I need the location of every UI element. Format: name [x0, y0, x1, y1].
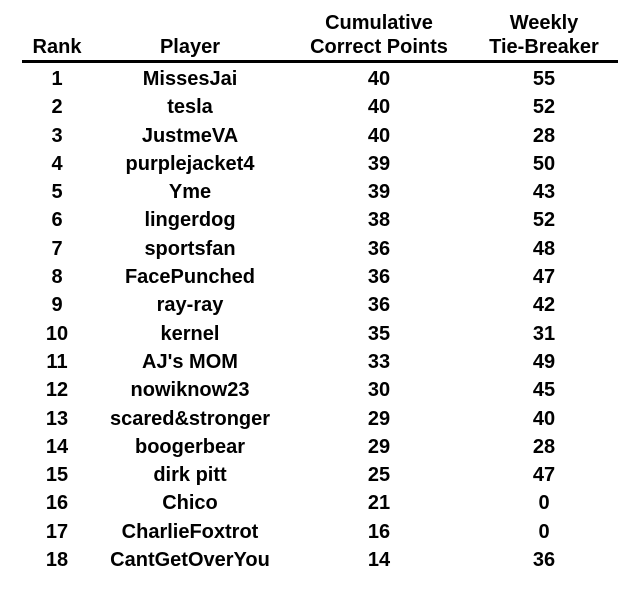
table-header [0, 0, 640, 62]
table-row [0, 150, 640, 178]
player-cell: scared&stronger [109, 407, 271, 430]
points-cell: 40 [367, 68, 391, 90]
table-row [0, 65, 640, 93]
rank-cell: 4 [51, 152, 63, 175]
player-cell: sportsfan [144, 237, 236, 260]
rank-cell: 9 [51, 294, 63, 317]
table-row [0, 405, 640, 433]
player-cell: MissesJai [142, 68, 238, 90]
tiebreaker-cell: 52 [532, 209, 556, 232]
player-cell: lingerdog [144, 209, 236, 232]
tiebreaker-cell: 47 [532, 266, 556, 289]
rank-cell: 8 [51, 266, 63, 289]
table-row [0, 206, 640, 234]
table-row [0, 291, 640, 319]
player-cell: AJ's MOM [142, 350, 238, 373]
table-row [0, 235, 640, 263]
rank-cell: 7 [51, 237, 63, 260]
points-header-line1: Cumulative [325, 12, 433, 34]
table-row [0, 433, 640, 461]
player-cell: Yme [168, 181, 212, 204]
table-row [0, 518, 640, 546]
tiebreaker-cell: 45 [532, 379, 556, 402]
rank-cell: 1 [51, 68, 63, 90]
points-cell: 21 [367, 492, 391, 515]
header-divider [22, 60, 618, 63]
points-cell: 33 [367, 350, 391, 373]
rank-cell: 5 [51, 181, 63, 204]
points-cell: 36 [367, 266, 391, 289]
points-cell: 30 [367, 379, 391, 402]
player-cell: JustmeVA [141, 124, 239, 147]
rank-header-label: Rank [32, 36, 82, 58]
rank-cell: 2 [51, 96, 63, 119]
tiebreaker-header-line2: Tie-Breaker [489, 36, 599, 58]
points-header-line2: Correct Points [310, 36, 448, 58]
tiebreaker-cell: 47 [532, 464, 556, 487]
points-cell: 36 [367, 237, 391, 260]
tiebreaker-header-line1: Weekly [509, 12, 579, 34]
player-cell: CantGetOverYou [110, 549, 270, 572]
points-cell: 16 [367, 520, 391, 543]
tiebreaker-cell: 31 [532, 322, 556, 345]
rank-cell: 3 [51, 124, 63, 147]
table-row [0, 489, 640, 517]
rank-cell: 10 [45, 322, 69, 345]
tiebreaker-cell: 52 [532, 96, 556, 119]
points-cell: 39 [367, 181, 391, 204]
points-cell: 39 [367, 152, 391, 175]
player-cell: ray-ray [156, 294, 224, 317]
tiebreaker-cell: 48 [532, 237, 556, 260]
rank-cell: 12 [45, 379, 69, 402]
rank-cell: 15 [45, 464, 69, 487]
table-row [0, 122, 640, 150]
table-row [0, 546, 640, 574]
table-row [0, 320, 640, 348]
player-header-label: Player [159, 36, 221, 58]
tiebreaker-cell: 49 [532, 350, 556, 373]
rank-cell: 13 [45, 407, 69, 430]
player-cell: tesla [167, 96, 213, 119]
table-row [0, 348, 640, 376]
player-cell: dirk pitt [153, 464, 227, 487]
rank-cell: 18 [45, 549, 69, 572]
player-cell: purplejacket4 [125, 152, 255, 175]
tiebreaker-cell: 28 [532, 435, 556, 458]
points-cell: 29 [367, 407, 391, 430]
points-cell: 36 [367, 294, 391, 317]
points-cell: 40 [367, 124, 391, 147]
points-cell: 25 [367, 464, 391, 487]
table-row [0, 178, 640, 206]
table-row [0, 263, 640, 291]
tiebreaker-cell: 43 [532, 181, 556, 204]
rank-cell: 16 [45, 492, 69, 515]
tiebreaker-cell: 0 [538, 492, 550, 515]
tiebreaker-cell: 36 [532, 549, 556, 572]
points-cell: 14 [367, 549, 391, 572]
table-body [0, 65, 640, 574]
player-cell: nowiknow23 [130, 379, 250, 402]
player-column-header [100, 35, 280, 59]
tiebreaker-cell: 55 [532, 68, 556, 90]
tiebreaker-cell: 28 [532, 124, 556, 147]
tiebreaker-cell: 42 [532, 294, 556, 317]
player-cell: FacePunched [124, 266, 256, 289]
points-cell: 40 [367, 96, 391, 119]
points-cell: 29 [367, 435, 391, 458]
rank-column-header [20, 35, 94, 59]
tiebreaker-cell: 50 [532, 152, 556, 175]
tiebreaker-column-header [474, 11, 614, 59]
points-column-header [294, 11, 464, 59]
rank-cell: 11 [46, 350, 68, 373]
player-cell: kernel [160, 322, 220, 345]
player-cell: Chico [162, 492, 218, 515]
tiebreaker-cell: 40 [532, 407, 556, 430]
player-cell: CharlieFoxtrot [121, 520, 259, 543]
points-cell: 38 [367, 209, 391, 232]
table-row [0, 93, 640, 121]
points-cell: 35 [367, 322, 391, 345]
rank-cell: 6 [51, 209, 63, 232]
table-row [0, 461, 640, 489]
tiebreaker-cell: 0 [538, 520, 550, 543]
rank-cell: 17 [45, 520, 69, 543]
player-cell: boogerbear [134, 435, 246, 458]
rank-cell: 14 [45, 435, 69, 458]
table-row [0, 376, 640, 404]
